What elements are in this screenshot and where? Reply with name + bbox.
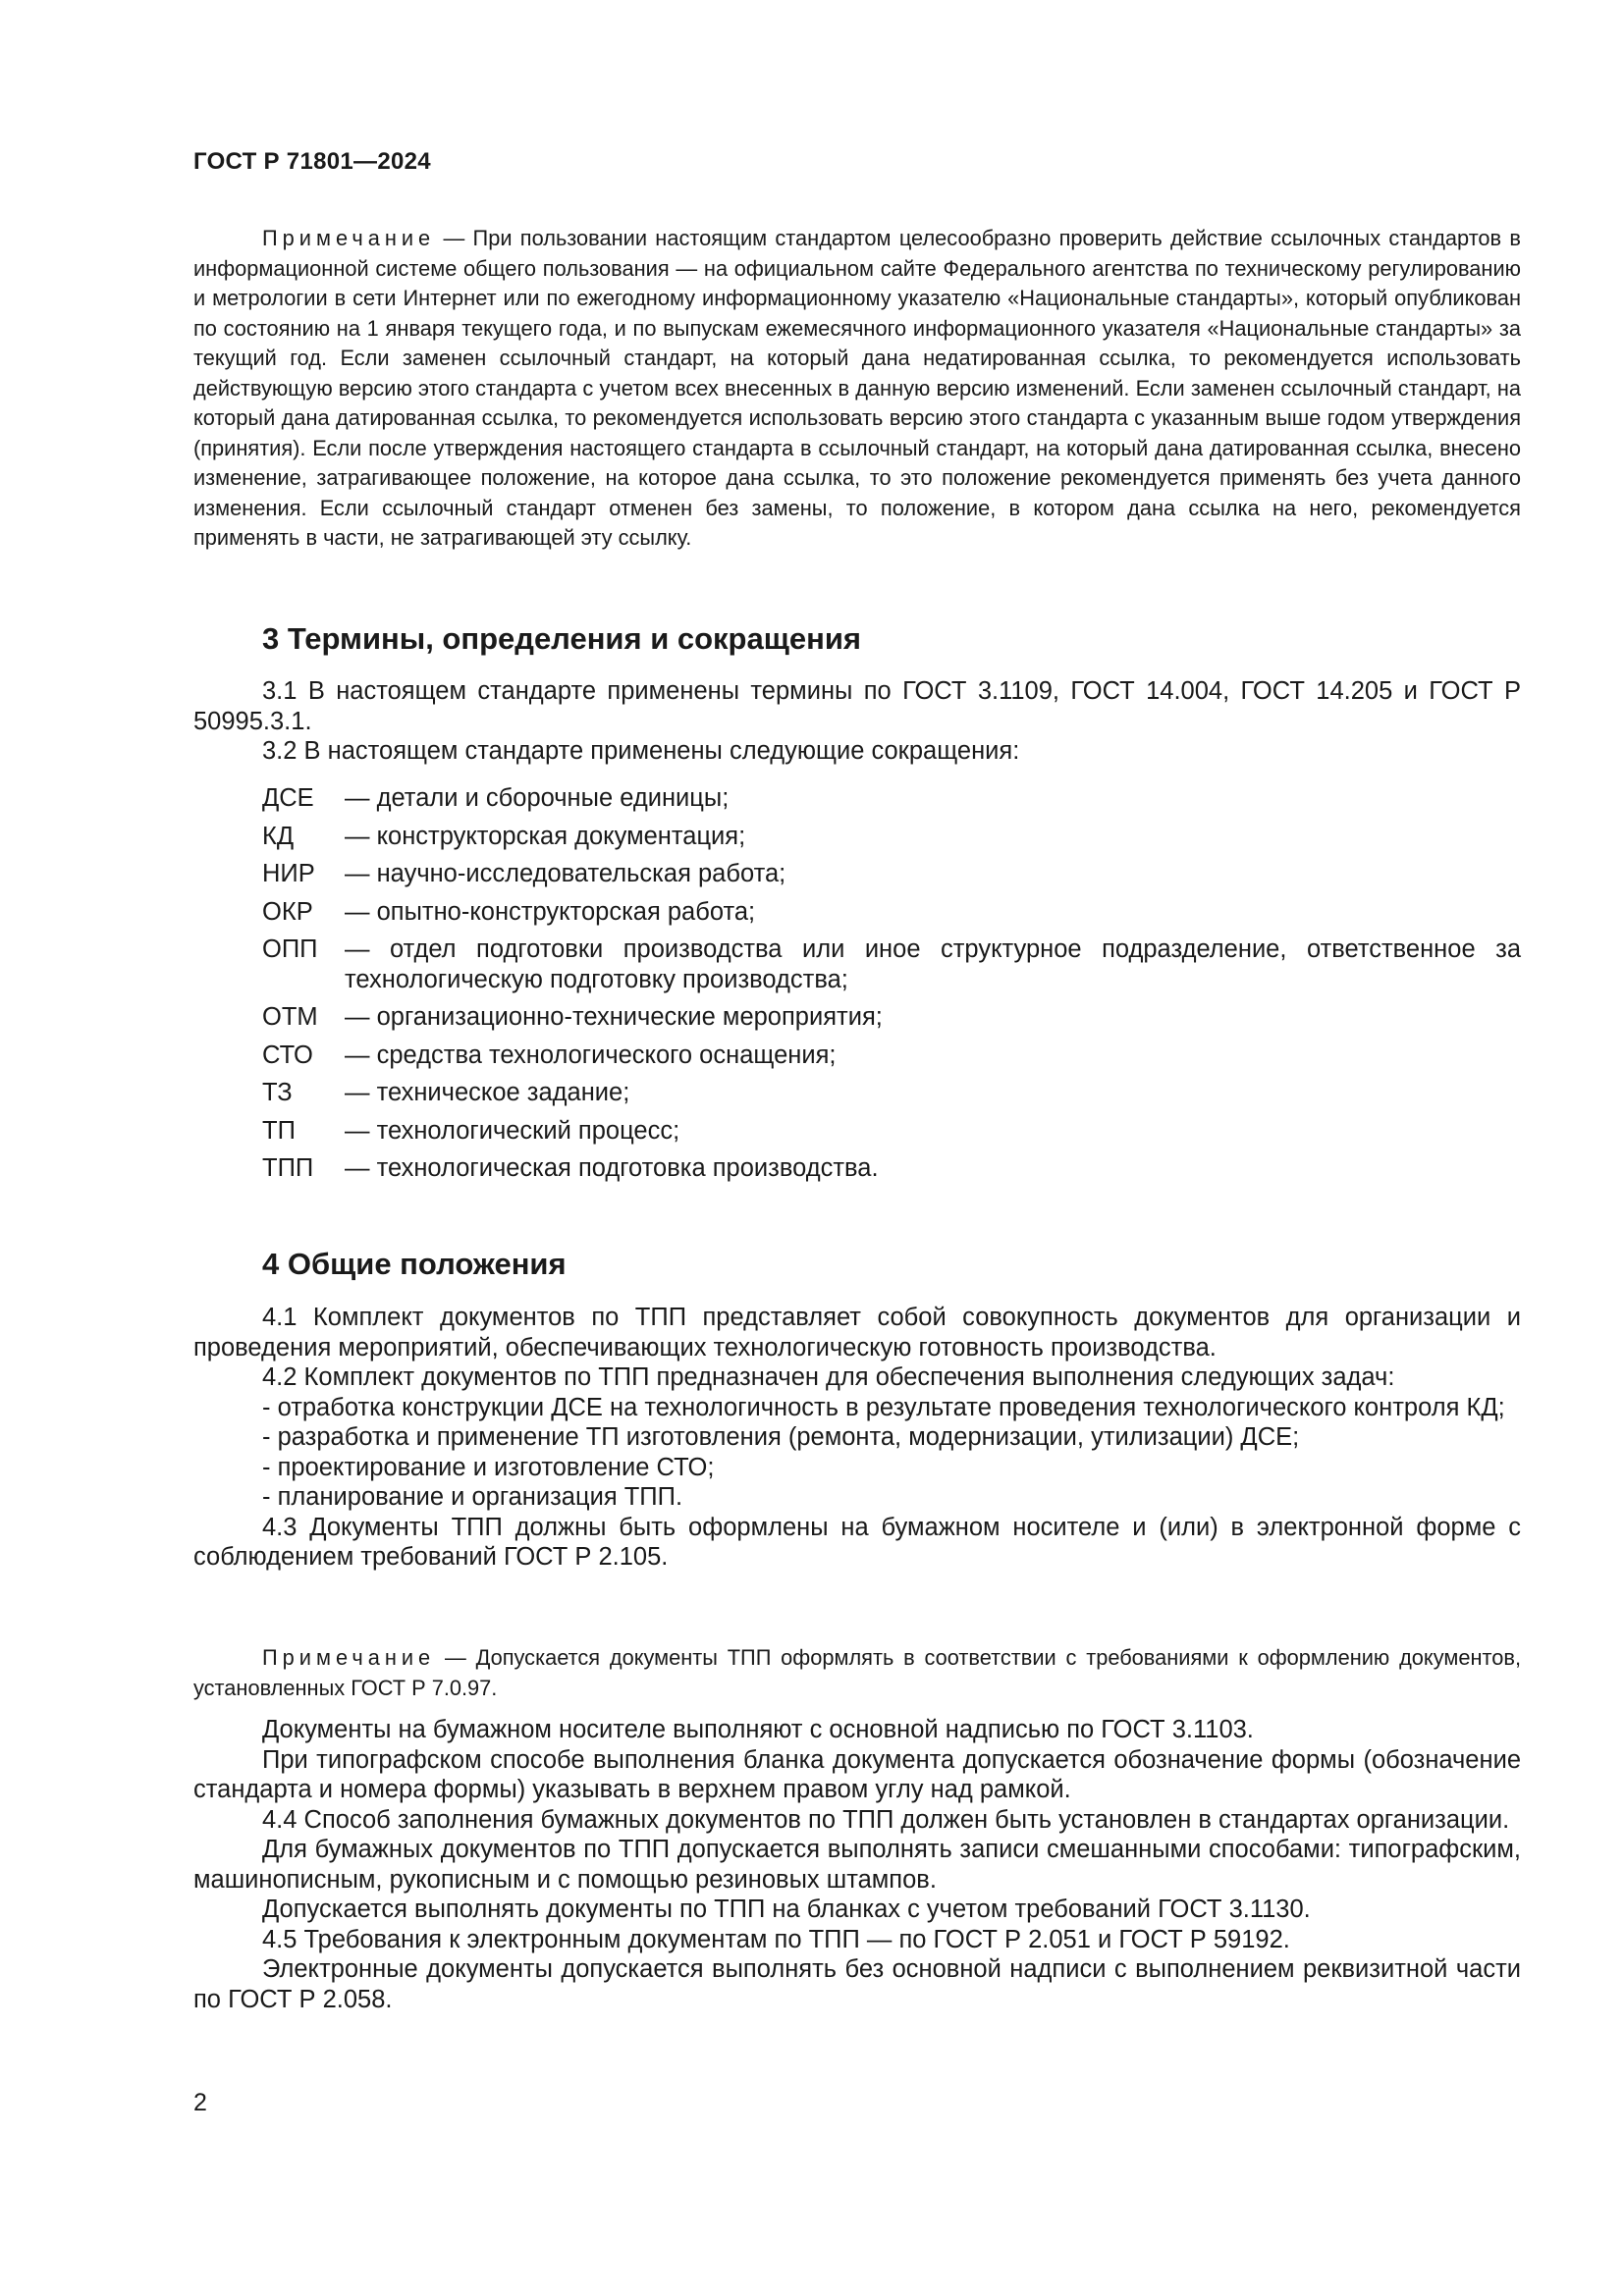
abbreviation-row — [262, 1041, 1521, 1079]
note-text: — При пользовании настоящим стандартом целесообразно проверить действие ссылочных стандартов в информационной системе общего пользования — на официальном сайте Федерального агентства по техническому регулированию и метрологии в сети Интернет или по ежегодному информационному указателю «Национальные стандарты», который опубликован по состоянию на 1 января текущего года, и по выпускам ежемесячного информационного указателя «Национальные стандарты» за текущий год. Если заменен ссылочный стандарт, на который дана недатированная ссылка, то рекомендуется использовать действующую версию этого стандарта с учетом всех внесенных в данную версию изменений. Если заменен ссылочный стандарт, на который дана датированная ссылка, то рекомендуется использовать версию этого стандарта с указанным выше годом утверждения (принятия). Если после утверждения настоящего стандарта в ссылочный стандарт, на который дана датированная ссылка, внесено изменение, затрагивающее положение, на которое дана ссылка, то это положение рекомендуется применять без учета данного изменения. Если ссылочный стандарт отменен без замены, то положение, в котором дана ссылка на него, рекомендуется применять в части, не затрагивающей эту ссылку. — [193, 226, 1521, 550]
note-label: Примечание — [262, 226, 436, 250]
task-item: - планирование и организация ТПП. — [262, 1483, 683, 1511]
abbreviation-code: ТП — [262, 1116, 296, 1145]
paragraph-4-5: 4.5 Требования к электронным документам по ТПП — по ГОСТ Р 2.051 и ГОСТ Р 59192. — [262, 1925, 1290, 1953]
abbreviation-definition: — детали и сборочные единицы; — [345, 784, 730, 812]
abbreviation-row — [262, 1116, 1521, 1154]
paragraph: При типографском способе выполнения бланка документа допускается обозначение формы (обозначение стандарта и номера формы) указывать в верхнем правом углу над рамкой. — [193, 1745, 1521, 1803]
paragraph-3-2: 3.2 В настоящем стандарте применены следующие сокращения: — [262, 737, 1020, 765]
abbreviation-definition: — отдел подготовки производства или иное структурное подразделение, ответственное за технологическую подготовку производства; — [345, 935, 1521, 993]
section-4-body-continued — [193, 1715, 1521, 2014]
abbreviation-definition: — техническое задание; — [345, 1079, 630, 1106]
section-4-body — [193, 1303, 1521, 1573]
abbreviation-definition: — опытно-конструкторская работа; — [345, 897, 756, 926]
note-text: — Допускается документы ТПП оформлять в соответствии с требованиями к оформлению документов, установленных ГОСТ Р 7.0.97. — [193, 1645, 1521, 1700]
task-item: - разработка и применение ТП изготовления (ремонта, модернизации, утилизации) ДСЕ; — [262, 1423, 1300, 1451]
abbreviation-row — [262, 1002, 1521, 1041]
abbreviation-definition: — научно-исследовательская работа; — [345, 860, 786, 887]
abbreviation-row — [262, 1078, 1521, 1116]
abbreviation-definition: — технологический процесс; — [345, 1116, 680, 1145]
abbreviation-code: СТО — [262, 1041, 313, 1069]
abbreviation-row — [262, 859, 1521, 897]
abbreviation-code: НИР — [262, 860, 315, 887]
abbreviation-row — [262, 934, 1521, 1002]
abbreviation-row — [262, 1153, 1521, 1192]
paragraph-4-1: 4.1 Комплект документов по ТПП представляет собой совокупность документов для организации и проведения мероприятий, обеспечивающих технологическую готовность производства. — [193, 1304, 1521, 1362]
page-number: 2 — [193, 2089, 207, 2116]
task-item: - проектирование и изготовление СТО; — [262, 1453, 715, 1481]
note-document-formatting — [193, 1643, 1521, 1703]
document-code-header: ГОСТ Р 71801—2024 — [193, 148, 431, 175]
task-item: - отработка конструкции ДСЕ на технологичность в результате проведения технологического контроля КД; — [262, 1393, 1505, 1421]
abbreviation-row — [262, 783, 1521, 822]
paragraph: Документы на бумажном носителе выполняют с основной надписью по ГОСТ 3.1103. — [262, 1716, 1254, 1743]
abbreviations-list — [262, 783, 1521, 1192]
abbreviation-code: ОТМ — [262, 1003, 318, 1031]
section-4-heading: 4 Общие положения — [262, 1247, 567, 1281]
paragraph: Допускается выполнять документы по ТПП на бланках с учетом требований ГОСТ 3.1130. — [262, 1896, 1311, 1923]
paragraph-3-1: 3.1 В настоящем стандарте применены термины по ГОСТ 3.1109, ГОСТ 14.004, ГОСТ 14.205 и ГОСТ Р 50995.3.1. — [193, 677, 1521, 735]
section-3-heading: 3 Термины, определения и сокращения — [262, 621, 861, 656]
paragraph-4-2: 4.2 Комплект документов по ТПП предназначен для обеспечения выполнения следующих задач: — [262, 1363, 1395, 1391]
abbreviation-code: ТПП — [262, 1154, 314, 1182]
note-referenced-standards — [193, 224, 1521, 554]
abbreviation-code: ОКР — [262, 897, 313, 926]
abbreviation-row — [262, 822, 1521, 860]
abbreviation-definition: — технологическая подготовка производства. — [345, 1154, 879, 1182]
abbreviation-code: ТЗ — [262, 1079, 293, 1106]
abbreviation-code: ОПП — [262, 935, 318, 963]
abbreviation-definition: — организационно-технические мероприятия; — [345, 1003, 883, 1031]
abbreviation-code: КД — [262, 822, 295, 850]
abbreviation-definition: — конструкторская документация; — [345, 822, 746, 850]
abbreviation-row — [262, 897, 1521, 935]
abbreviation-definition: — средства технологического оснащения; — [345, 1041, 837, 1069]
paragraph: Электронные документы допускается выполнять без основной надписи с выполнением реквизитной части по ГОСТ Р 2.058. — [193, 1955, 1521, 2013]
abbreviation-code: ДСЕ — [262, 784, 314, 812]
paragraph-4-4: 4.4 Способ заполнения бумажных документов по ТПП должен быть установлен в стандартах организации. — [262, 1805, 1510, 1834]
paragraph: Для бумажных документов по ТПП допускается выполнять записи смешанными способами: типографским, машинописным, рукописным и с помощью резиновых штампов. — [193, 1836, 1521, 1894]
paragraph-4-3: 4.3 Документы ТПП должны быть оформлены на бумажном носителе и (или) в электронной форме с соблюдением требований ГОСТ Р 2.105. — [193, 1513, 1521, 1571]
section-3-intro — [193, 676, 1521, 767]
note-label: Примечание — [262, 1645, 436, 1670]
